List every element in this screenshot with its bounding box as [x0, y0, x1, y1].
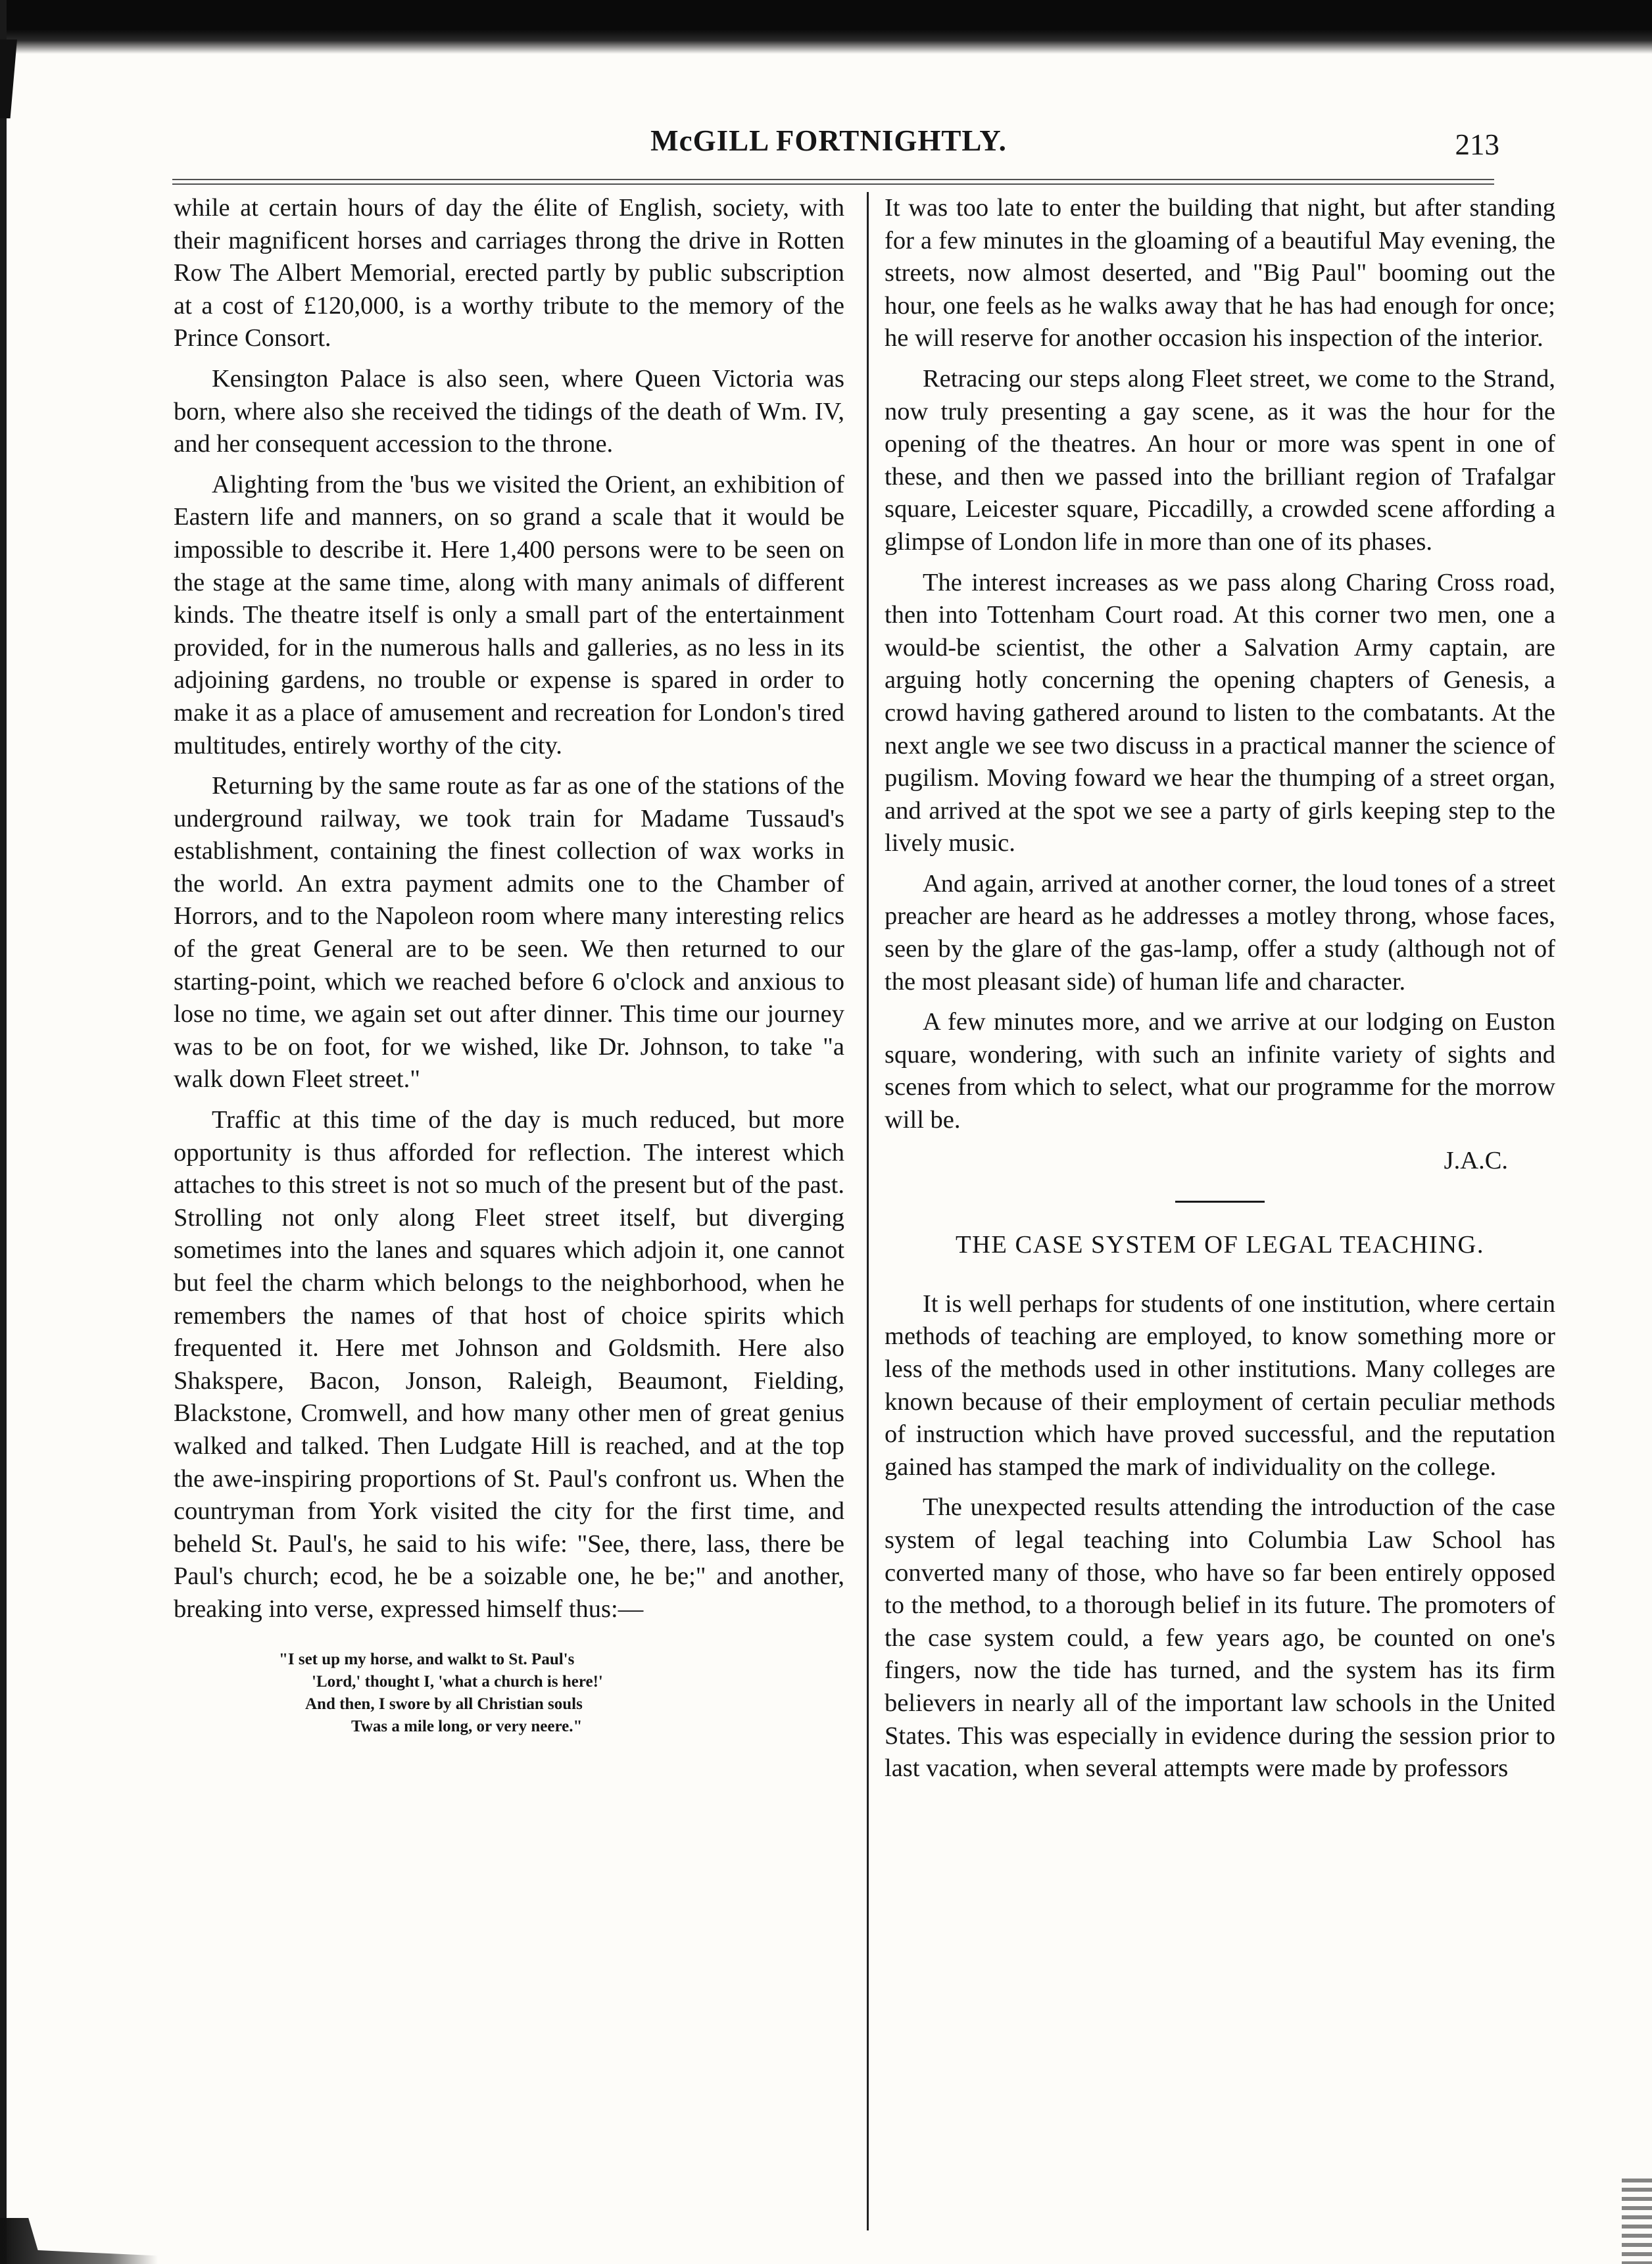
- verse-line: And then, I swore by all Christian souls: [305, 1695, 583, 1713]
- verse-line: "I set up my horse, and walkt to St. Paul's: [279, 1650, 575, 1668]
- paragraph: It is well perhaps for students of one institution, where certain methods of teaching are employed, to know something more or less of the methods used in other institutions. Many colleges are known because of their employment of certain peculiar methods of instruction which have proved successful, and the reputation gained has stamped the mark of individuality on the college.: [885, 1289, 1555, 1481]
- paragraph: while at certain hours of day the élite of English, society, with their magnificent horses and carriages throng the drive in Rotten Row The Albert Memorial, erected partly by public subscription at a cost of £120,000, is a worthy tribute to the memory of the Prince Consort.: [174, 194, 844, 352]
- scan-right-specks: [1622, 2179, 1652, 2264]
- paragraph: The unexpected results attending the introduction of the case system of legal teaching into Columbia Law School has converted many of those, who have so far been entirely opposed to the method, to a thorough belief in its future. The promoters of the case system could, a few years ago, be counted on one's fingers, now the tide has turned, and the system has its firm believers in nearly all of the important law schools in the United States. This was especially in evidence during the session prior to last vacation, when several attempts were made by professors: [885, 1493, 1555, 1783]
- verse-line: Twas a mile long, or very neere.": [351, 1717, 583, 1735]
- header-rule: [172, 179, 1494, 185]
- paragraph: And again, arrived at another corner, the loud tones of a street preacher are heard as he addresses a motley throng, whose faces, seen by the glare of the gas-lamp, offer a study (although not of the most pleasant side) of human life and character.: [885, 869, 1555, 996]
- scan-binding-mark: [0, 39, 17, 118]
- paragraph: A few minutes more, and we arrive at our lodging on Euston square, wondering, with such an infinite variety of sights and scenes from which to select, what our programme for the morrow will be.: [885, 1008, 1555, 1134]
- paragraph: Retracing our steps along Fleet street, we come to the Strand, now truly presenting a gay scene, as it was the hour for the opening of the theatres. An hour or more was spent in one of these, and then we passed into the brilliant region of Trafalgar square, Leicester square, Piccadilly, a crowded scene affording a glimpse of London life in more than one of its phases.: [885, 364, 1555, 556]
- section-divider: [1175, 1201, 1265, 1203]
- paragraph: Returning by the same route as far as one of the stations of the underground railway, we took train for Madame Tussaud's establishment, containing the finest collection of wax works in the world. An extra payment admits one to the Chamber of Horrors, and to the Napoleon room where many interesting relics of the great General are to be seen. We then returned to our starting-point, which we reached before 6 o'clock and anxious to lose no time, we again set out after dinner. This time our journey was to be on foot, for we wished, like Dr. Johnson, to take "a walk down Fleet street.": [174, 772, 844, 1094]
- section-heading: THE CASE SYSTEM OF LEGAL TEACHING.: [956, 1231, 1484, 1259]
- author-signature: J.A.C.: [1444, 1146, 1508, 1174]
- scan-bottom-smudge: [0, 2218, 158, 2264]
- verse-line: 'Lord,' thought I, 'what a church is here!': [312, 1672, 603, 1691]
- verse-quote: [174, 1649, 844, 1738]
- page-number: 213: [1455, 128, 1499, 161]
- paragraph: The interest increases as we pass along Charing Cross road, then into Tottenham Court road. At this corner two men, one a would-be scientist, the other a Salvation Army captain, are arguing hotly concerning the opening chapters of Genesis, a crowd having gathered around to listen to the combatants. At the next angle we see two discuss in a practical manner the science of pugilism. Moving foward we hear the thumping of a street organ, and arrived at the spot we see a party of girls keeping step to the lively music.: [885, 568, 1555, 857]
- running-title: McGILL FORTNIGHTLY.: [650, 124, 1007, 157]
- scan-top-edge: [0, 0, 1652, 54]
- paragraph: Kensington Palace is also seen, where Queen Victoria was born, where also she received the tidings of the death of Wm. IV, and her consequent accession to the throne.: [174, 364, 844, 458]
- right-column: [885, 192, 1555, 1793]
- column-divider: [867, 192, 869, 2230]
- left-column: [174, 192, 844, 1738]
- paragraph: It was too late to enter the building that night, but after standing for a few minutes in the gloaming of a beautiful May evening, the streets, now almost deserted, and "Big Paul" booming out the hour, one feels as he walks away that he has had enough for once; he will reserve for another occasion his inspection of the interior.: [885, 194, 1555, 352]
- page-header: [158, 124, 1499, 170]
- paragraph: Traffic at this time of the day is much reduced, but more opportunity is thus afforded for reflection. The interest which attaches to this street is not so much of the present but of the past. Strolling not only along Fleet street itself, but diverging sometimes into the lanes and squares which adjoin it, one cannot but feel the charm which belongs to the neighborhood, when he remembers the names of that host of choice spirits which frequented it. Here met Johnson and Goldsmith. Here also Shakspere, Bacon, Jonson, Raleigh, Beaumont, Fielding, Blackstone, Cromwell, and how many other men of great genius walked and talked. Then Ludgate Hill is reached, and at the top the awe-inspiring proportions of St. Paul's confront us. When the countryman from York visited the city for the first time, and beheld St. Paul's, he said to his wife: "See, there, lass, there be Paul's church; ecod, he be a soizable one, he be;" and another, breaking into verse, expressed himself thus:—: [174, 1106, 844, 1623]
- scan-left-edge: [0, 0, 7, 2264]
- paragraph: Alighting from the 'bus we visited the Orient, an exhibition of Eastern life and manners, on so grand a scale that it would be impossible to describe it. Here 1,400 persons were to be seen on the stage at the same time, along with many animals of different kinds. The theatre itself is only a small part of the entertainment provided, for in the numerous halls and galleries, as no less in its adjoining gardens, no trouble or expense is spared in order to make it as a place of amusement and recreation for London's tired multitudes, entirely worthy of the city.: [174, 470, 844, 759]
